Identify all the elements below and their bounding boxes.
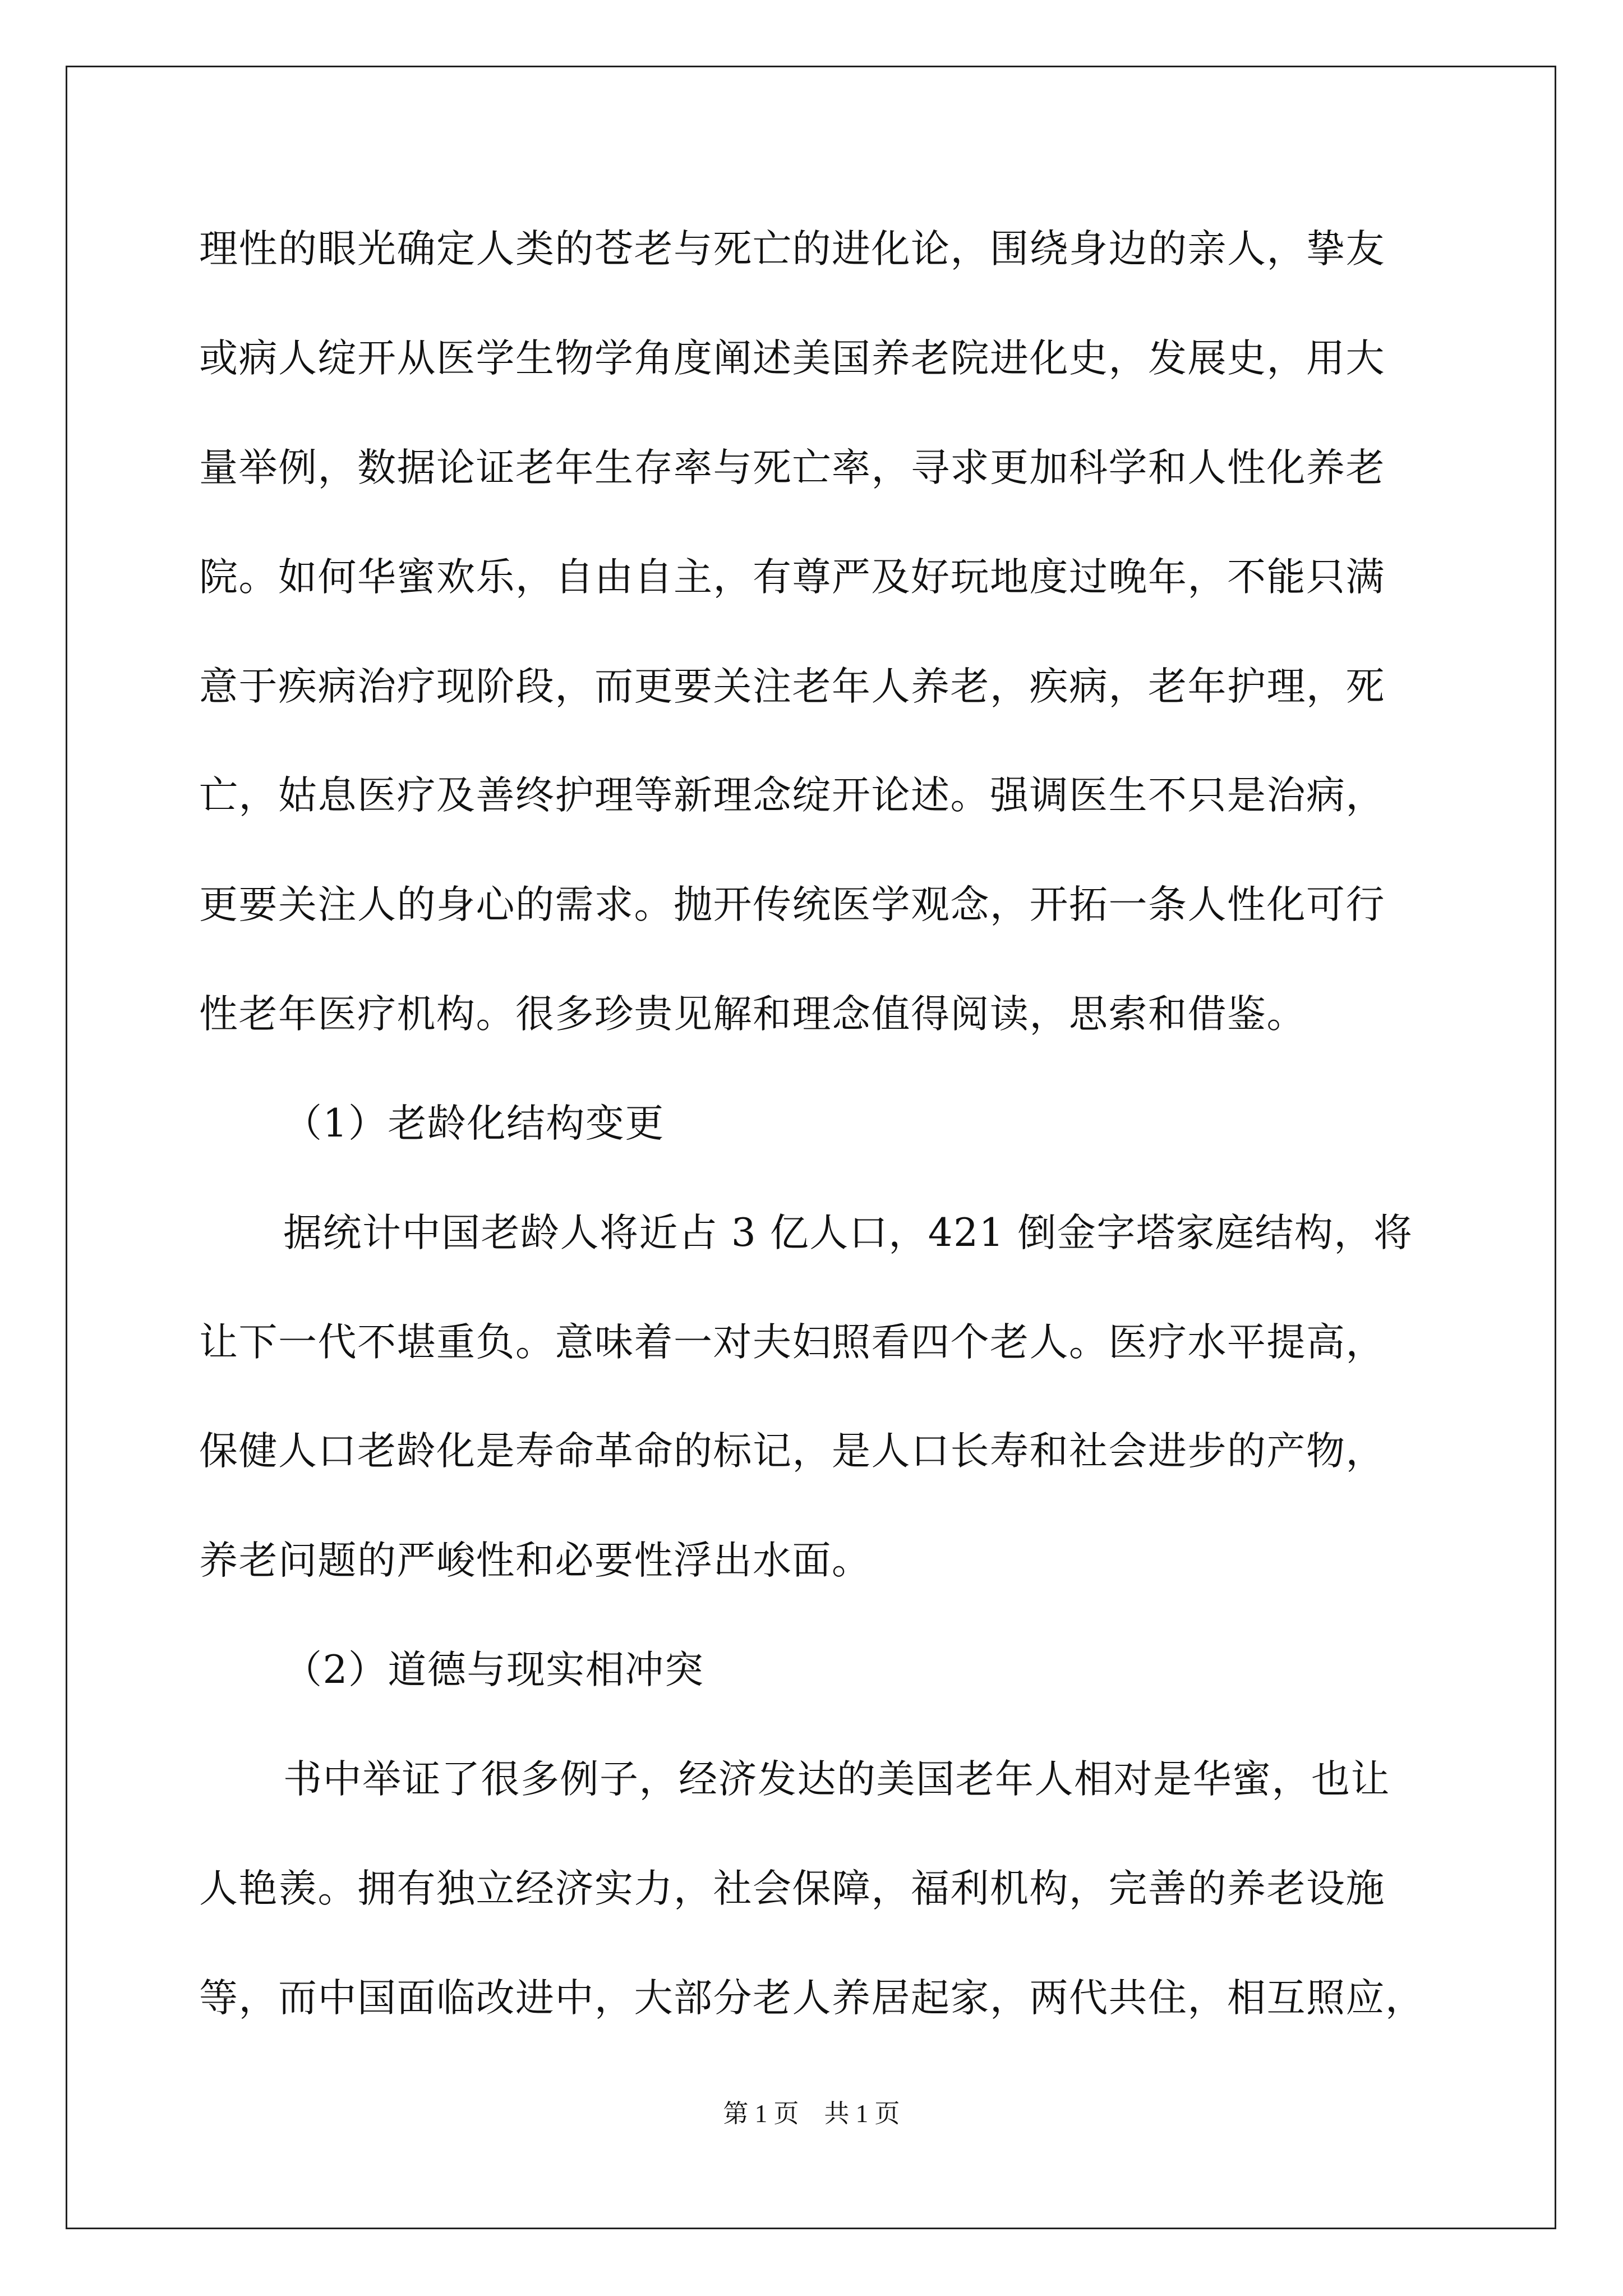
body-text-line: 院。如何华蜜欢乐，自由自主，有尊严及好玩地度过晚年，不能只满 bbox=[199, 555, 1385, 600]
body-text-line: 亡，姑息医疗及善终护理等新理念绽开论述。强调医生不只是治病， bbox=[199, 773, 1385, 818]
body-text-line: 量举例，数据论证老年生存率与死亡率，寻求更加科学和人性化养老 bbox=[199, 445, 1385, 490]
body-text-line: 性老年医疗机构。很多珍贵见解和理念值得阅读，思索和借鉴。 bbox=[199, 992, 1306, 1037]
body-text-line: 等，而中国面临改进中，大部分老人养居起家，两代共住，相互照应， bbox=[199, 1976, 1425, 2021]
body-text-line: 理性的眼光确定人类的苍老与死亡的进化论，围绕身边的亲人，挚友 bbox=[199, 227, 1385, 272]
section-heading: （2）道德与现实相冲突 bbox=[283, 1648, 704, 1692]
body-text-line: 意于疾病治疗现阶段，而更要关注老年人养老，疾病，老年护理，死 bbox=[199, 664, 1385, 709]
body-text-line: 据统计中国老龄人将近占 3 亿人口，421 倒金字塔家庭结构，将 bbox=[283, 1211, 1413, 1255]
body-text-line: 保健人口老龄化是寿命革命的标记，是人口长寿和社会进步的产物， bbox=[199, 1429, 1385, 1474]
section-heading: （1）老龄化结构变更 bbox=[283, 1101, 665, 1146]
body-text-line: 人艳羡。拥有独立经济实力，社会保障，福利机构，完善的养老设施 bbox=[199, 1866, 1385, 1911]
body-text-line: 书中举证了很多例子，经济发达的美国老年人相对是华蜜，也让 bbox=[283, 1757, 1390, 1802]
body-text-line: 更要关注人的身心的需求。抛开传统医学观念，开拓一条人性化可行 bbox=[199, 882, 1385, 927]
body-text-line: 让下一代不堪重负。意味着一对夫妇照看四个老人。医疗水平提高， bbox=[199, 1320, 1385, 1365]
page-number-footer: 第 1 页 共 1 页 bbox=[723, 2100, 900, 2128]
body-text-line: 养老问题的严峻性和必要性浮出水面。 bbox=[199, 1538, 872, 1583]
body-text-line: 或病人绽开从医学生物学角度阐述美国养老院进化史，发展史，用大 bbox=[199, 336, 1385, 381]
